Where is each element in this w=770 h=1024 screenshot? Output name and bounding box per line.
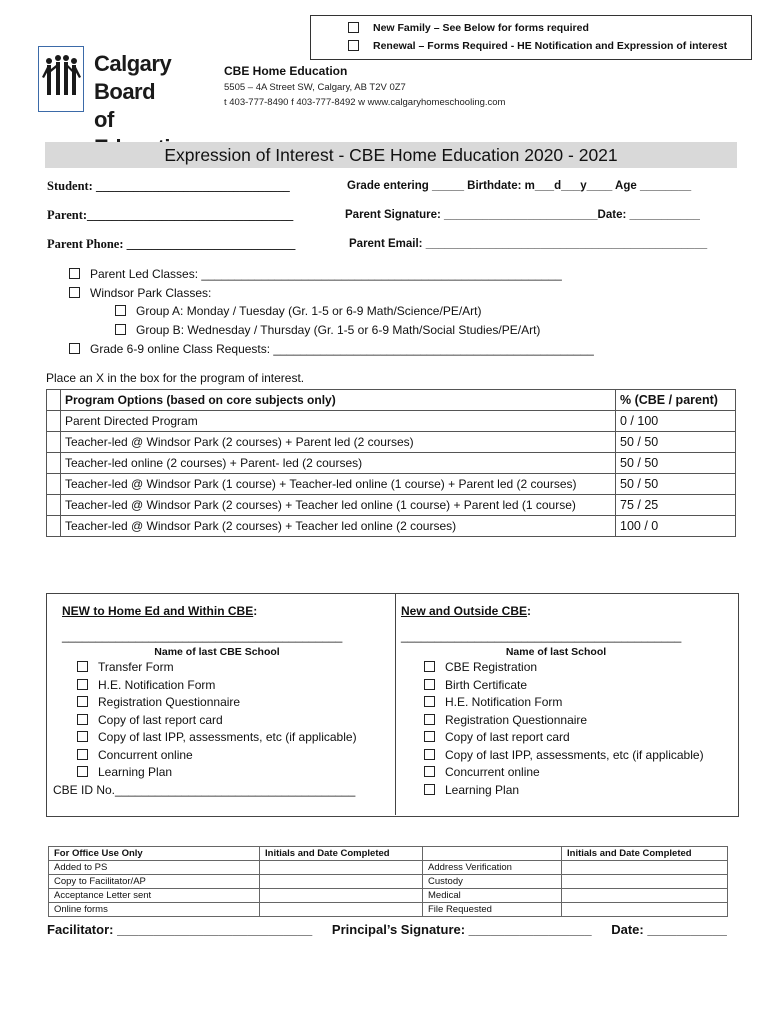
table-row — [47, 453, 736, 474]
new-within-cbe-section — [53, 603, 372, 799]
checkbox[interactable] — [424, 696, 435, 707]
parent-signature-field[interactable]: Parent Signature: ________________________Date: ___________ — [345, 209, 700, 221]
checklist-item[interactable] — [77, 659, 372, 677]
table-row — [47, 495, 736, 516]
item-label: Learning Plan — [445, 782, 520, 797]
online-class-option[interactable] — [69, 342, 594, 356]
parent-led-option[interactable] — [69, 267, 562, 281]
group-a-option[interactable] — [115, 304, 482, 318]
logo-line2: of — [94, 107, 114, 132]
new-outside-cbe-section — [401, 603, 711, 799]
new-within-title: NEW to Home Ed and Within CBE — [62, 604, 254, 618]
checklist-item[interactable] — [424, 659, 711, 677]
new-within-colon: : — [253, 604, 258, 618]
checklist-item[interactable] — [77, 677, 372, 695]
checkbox[interactable] — [424, 679, 435, 690]
item-label: Copy of last report card — [445, 730, 570, 744]
new-outside-colon: : — [527, 604, 532, 618]
renewal-label: Renewal – Forms Required - HE Notification and Expression of interest — [373, 40, 728, 52]
checkbox[interactable] — [424, 731, 435, 742]
program-option: Parent Directed Program — [61, 411, 616, 432]
initials-cell[interactable] — [562, 903, 728, 917]
table-row — [47, 411, 736, 432]
checklist-item[interactable] — [424, 729, 711, 747]
parent-led-checkbox[interactable] — [69, 268, 80, 279]
parent-email-field[interactable]: Parent Email: ____________________________________________ — [349, 238, 708, 250]
cbe-id-field[interactable]: CBE ID No.____________________________________ — [53, 782, 356, 797]
item-label: Copy of last IPP, assessments, etc (if applicable) — [445, 747, 704, 762]
select-box[interactable] — [47, 411, 61, 432]
new-family-label: New Family – See Below for forms required — [373, 22, 589, 34]
office-item: Copy to Facilitator/AP — [49, 875, 260, 889]
program-option: Teacher-led online (2 courses) + Parent- led (2 courses) — [61, 453, 616, 474]
checkbox[interactable] — [77, 766, 88, 777]
group-a-checkbox[interactable] — [115, 305, 126, 316]
checkbox[interactable] — [77, 679, 88, 690]
initials-cell[interactable] — [260, 889, 423, 903]
checklist-item[interactable] — [424, 747, 711, 765]
table-row — [47, 432, 736, 453]
checkbox[interactable] — [424, 784, 435, 795]
program-option: Teacher-led @ Windsor Park (2 courses) + Parent led (2 courses) — [61, 432, 616, 453]
program-pct: 100 / 0 — [616, 516, 736, 537]
item-label: Registration Questionnaire — [445, 712, 588, 727]
item-label: CBE Registration — [445, 660, 538, 674]
checklist-item[interactable] — [424, 782, 711, 800]
select-box[interactable] — [47, 495, 61, 516]
family-type-box — [310, 15, 752, 60]
table-row — [47, 474, 736, 495]
last-school-field[interactable]: __________________________________________ — [401, 628, 682, 643]
group-b-option[interactable] — [115, 323, 540, 337]
item-label: Concurrent online — [98, 747, 193, 762]
item-label: Copy of last report card — [98, 712, 223, 727]
cbe-contact-block — [224, 64, 505, 108]
cbe-address: 5505 – 4A Street SW, Calgary, AB T2V 0Z7 — [224, 82, 406, 93]
checklist-item[interactable] — [77, 747, 372, 765]
windsor-option[interactable] — [69, 286, 211, 300]
program-pct: 50 / 50 — [616, 453, 736, 474]
program-options-table — [46, 389, 736, 537]
group-b-checkbox[interactable] — [115, 324, 126, 335]
checklist-item[interactable] — [424, 677, 711, 695]
office-header-2: Initials and Date Completed — [260, 847, 423, 861]
facilitator-field[interactable]: Facilitator: ___________________________ — [47, 922, 313, 937]
principal-signature-field[interactable]: Principal’s Signature: _________________ — [331, 922, 592, 937]
item-label: Registration Questionnaire — [98, 695, 241, 709]
windsor-checkbox[interactable] — [69, 287, 80, 298]
form-title: Expression of Interest - CBE Home Education 2020 - 2021 — [45, 142, 737, 168]
checkbox[interactable] — [77, 749, 88, 760]
select-box[interactable] — [47, 453, 61, 474]
checkbox[interactable] — [424, 766, 435, 777]
people-logo-icon — [38, 46, 84, 112]
office-header-3 — [423, 847, 562, 861]
checklist-item[interactable] — [77, 764, 372, 782]
last-school-label: Name of last School — [505, 646, 607, 658]
checklist-item[interactable] — [77, 694, 372, 712]
parent-led-label: Parent Led Classes: ______________________________________________________ — [90, 267, 562, 281]
last-cbe-school-field[interactable]: __________________________________________ — [62, 628, 343, 643]
checkbox[interactable] — [424, 749, 435, 760]
table-row — [47, 516, 736, 537]
item-label: Birth Certificate — [445, 677, 528, 692]
header-pct: % (CBE / parent) — [616, 390, 736, 411]
cbe-phone-web: t 403-777-8490 f 403-777-8492 w www.calgaryhomeschooling.com — [224, 97, 506, 108]
initials-cell[interactable] — [260, 903, 423, 917]
program-pct: 50 / 50 — [616, 432, 736, 453]
checklist-item[interactable] — [424, 764, 711, 782]
program-option: Teacher-led @ Windsor Park (2 courses) + Teacher led online (2 courses) — [61, 516, 616, 537]
group-a-label: Group A: Monday / Tuesday (Gr. 1-5 or 6-9 Math/Science/PE/Art) — [136, 304, 482, 318]
footer-date-field[interactable]: Date: ___________ — [611, 922, 727, 937]
online-class-checkbox[interactable] — [69, 343, 80, 354]
checklist-item[interactable] — [424, 694, 711, 712]
item-label: H.E. Notification Form — [98, 677, 216, 692]
select-box[interactable] — [47, 474, 61, 495]
checkbox[interactable] — [77, 731, 88, 742]
table-row — [49, 889, 728, 903]
cbe-title: CBE Home Education — [224, 64, 348, 78]
new-outside-title: New and Outside CBE — [401, 604, 528, 618]
item-label: Concurrent online — [445, 765, 540, 779]
initials-cell[interactable] — [562, 875, 728, 889]
office-item: Online forms — [49, 903, 260, 917]
checklist-item[interactable] — [77, 729, 372, 747]
program-pct: 50 / 50 — [616, 474, 736, 495]
table-header-row — [47, 390, 736, 411]
item-label: H.E. Notification Form — [445, 695, 563, 709]
program-option: Teacher-led @ Windsor Park (1 course) + Teacher-led online (1 course) + Parent led (2 courses) — [61, 474, 616, 495]
office-item: Acceptance Letter sent — [49, 889, 260, 903]
table-row — [49, 861, 728, 875]
table-row — [49, 875, 728, 889]
last-cbe-school-label: Name of last CBE School — [154, 646, 280, 658]
initials-cell[interactable] — [562, 861, 728, 875]
office-header-1: For Office Use Only — [49, 847, 260, 861]
checkbox[interactable] — [77, 714, 88, 725]
office-use-table — [48, 846, 728, 917]
table-row — [49, 903, 728, 917]
parent-phone-field[interactable]: Parent Phone: ___________________________ — [47, 237, 296, 251]
logo-line1: Calgary Board — [94, 51, 172, 104]
checkbox[interactable] — [424, 714, 435, 725]
select-cell — [47, 390, 61, 411]
initials-cell[interactable] — [562, 889, 728, 903]
new-family-option[interactable] — [348, 22, 589, 34]
office-item: Medical — [423, 889, 562, 903]
office-item: Custody — [423, 875, 562, 889]
checkbox[interactable] — [77, 661, 88, 672]
checklist-item[interactable] — [424, 712, 711, 730]
program-option: Teacher-led @ Windsor Park (2 courses) + Teacher led online (1 course) + Parent led (1 course) — [61, 495, 616, 516]
place-note: Place an X in the box for the program of interest. — [46, 371, 305, 385]
group-b-label: Group B: Wednesday / Thursday (Gr. 1-5 or 6-9 Math/Social Studies/PE/Art) — [136, 323, 541, 337]
item-label: Learning Plan — [98, 765, 173, 779]
parent-field[interactable]: Parent:_________________________________ — [47, 208, 294, 222]
initials-cell[interactable] — [260, 875, 423, 889]
checklist-item[interactable] — [77, 712, 372, 730]
office-header-4: Initials and Date Completed — [562, 847, 728, 861]
windsor-label: Windsor Park Classes: — [90, 286, 212, 300]
item-label: Copy of last IPP, assessments, etc (if applicable) — [98, 730, 357, 744]
program-pct: 75 / 25 — [616, 495, 736, 516]
grade-birthdate-field[interactable]: Grade entering _____ Birthdate: m___d___y____ Age ________ — [347, 180, 692, 192]
cbe-logo — [38, 46, 213, 132]
header-option: Program Options (based on core subjects only) — [61, 390, 616, 411]
select-box[interactable] — [47, 432, 61, 453]
checkbox[interactable] — [424, 661, 435, 672]
office-item: File Requested — [423, 903, 562, 917]
program-pct: 0 / 100 — [616, 411, 736, 432]
initials-cell[interactable] — [260, 861, 423, 875]
student-field[interactable]: Student: _______________________________ — [47, 179, 290, 193]
item-label: Transfer Form — [98, 660, 174, 674]
online-class-label: Grade 6-9 online Class Requests: ________________________________________________ — [90, 342, 594, 356]
signature-footer — [47, 922, 727, 937]
new-family-checkbox[interactable] — [348, 22, 359, 33]
select-box[interactable] — [47, 516, 61, 537]
renewal-option[interactable] — [348, 40, 727, 52]
office-header-row — [49, 847, 728, 861]
renewal-checkbox[interactable] — [348, 40, 359, 51]
office-item: Added to PS — [49, 861, 260, 875]
office-item: Address Verification — [423, 861, 562, 875]
requirements-divider — [395, 593, 396, 815]
checkbox[interactable] — [77, 696, 88, 707]
